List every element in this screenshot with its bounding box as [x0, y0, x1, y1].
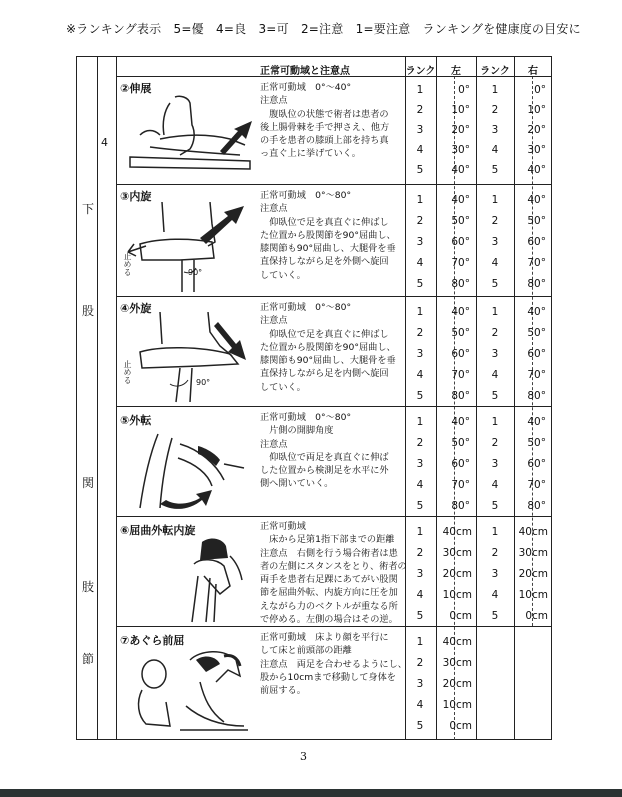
rank-left: 4	[416, 369, 424, 381]
rank-left: 5	[416, 610, 424, 622]
figure-label: 90°	[188, 268, 203, 277]
rank-left: 2	[416, 327, 424, 339]
rank-right: 5	[491, 610, 499, 622]
rank-right: 5	[491, 500, 499, 512]
rank-right: 4	[491, 144, 499, 156]
grid-line	[116, 516, 552, 517]
value-right: 50°	[527, 327, 546, 339]
hip-flexion-abduction-illustration	[180, 536, 255, 624]
cross-legged-forward-bend-illustration	[120, 646, 255, 738]
rank-right: 1	[491, 306, 499, 318]
row-description: 正常可動域 床より顔を平行に して床と前頭部の距離 注意点 両足を合わせるようにし、 股から10cmまで移動して身体を 前屈する。	[260, 632, 407, 697]
header-description: 正常可動域と注意点	[260, 66, 350, 77]
value-left: 60°	[451, 458, 470, 470]
rank-left: 1	[416, 416, 424, 428]
row-title: ③内旋	[120, 190, 152, 203]
value-left: 70°	[451, 257, 470, 269]
grid-line	[116, 184, 552, 185]
rank-right: 2	[491, 327, 499, 339]
rank-right: 5	[491, 164, 499, 176]
rank-right: 4	[491, 369, 499, 381]
header-rank-right: ランク	[480, 66, 510, 77]
rank-left: 1	[416, 194, 424, 206]
rank-right: 4	[491, 479, 499, 491]
value-left: 60°	[451, 236, 470, 248]
value-left: 40cm	[442, 636, 472, 648]
row-title: ⑦あぐら前屈	[120, 634, 185, 647]
value-right: 50°	[527, 215, 546, 227]
category-char: 肢	[82, 580, 95, 594]
figure-label: 止める	[123, 360, 132, 384]
value-left: 40°	[451, 416, 470, 428]
grid-line	[476, 56, 477, 740]
value-left: 30cm	[442, 657, 472, 669]
value-left: 20°	[451, 124, 470, 136]
rank-left: 4	[416, 479, 424, 491]
bottom-bar	[0, 789, 622, 797]
value-right: 0°	[534, 84, 546, 96]
value-left: 70°	[451, 479, 470, 491]
rank-right: 2	[491, 547, 499, 559]
ranking-legend-note: ※ランキング表示 5=優 4=良 3=可 2=注意 1=要注意 ランキングを健康度の目安に	[66, 22, 581, 36]
value-right: 40°	[527, 306, 546, 318]
rank-right: 4	[491, 257, 499, 269]
row-title: ④外旋	[120, 302, 152, 315]
rank-left: 3	[416, 458, 424, 470]
category-char: 股	[82, 304, 95, 318]
rank-right: 3	[491, 124, 499, 136]
rank-right: 2	[491, 104, 499, 116]
value-right: 30cm	[518, 547, 548, 559]
value-right: 0cm	[525, 610, 548, 622]
row-description: 正常可動域 床から足第1指下部までの距離 注意点 右側を行う場合術者は患 者の左側にスタンスをとり、術者の 両手を患者右足踝にあてがい股関 節を屈曲外転、内旋方向に圧を加 えながら力のベクトルが重なる所 で停める。左側の場合はその逆。	[260, 521, 407, 626]
rank-left: 1	[416, 306, 424, 318]
rank-left: 5	[416, 500, 424, 512]
rank-left: 4	[416, 144, 424, 156]
value-left: 0°	[458, 84, 470, 96]
header-rank-left: ランク	[405, 66, 436, 77]
value-left: 30°	[451, 144, 470, 156]
value-left: 60°	[451, 348, 470, 360]
header-left: 左	[451, 66, 461, 77]
rank-right: 4	[491, 589, 499, 601]
rank-right: 3	[491, 458, 499, 470]
rank-right: 2	[491, 437, 499, 449]
hip-abduction-illustration	[120, 424, 255, 514]
value-right: 60°	[527, 348, 546, 360]
value-left: 30cm	[442, 547, 472, 559]
value-right: 20°	[527, 124, 546, 136]
rank-left: 2	[416, 215, 424, 227]
value-left: 20cm	[442, 568, 472, 580]
row-title: ⑥屈曲外転内旋	[120, 524, 196, 537]
value-left: 10°	[451, 104, 470, 116]
rank-left: 2	[416, 657, 424, 669]
row-title: ②伸展	[120, 82, 152, 95]
rank-right: 3	[491, 348, 499, 360]
value-right: 70°	[527, 479, 546, 491]
rank-right: 1	[491, 416, 499, 428]
grid-line	[116, 406, 552, 407]
value-left: 0cm	[449, 610, 472, 622]
category-char: 関	[82, 476, 95, 490]
rank-right: 5	[491, 278, 499, 290]
rank-right: 1	[491, 84, 499, 96]
rank-left: 2	[416, 547, 424, 559]
value-left: 10cm	[442, 699, 472, 711]
rank-left: 3	[416, 568, 424, 580]
value-left: 50°	[451, 327, 470, 339]
figure-label: 90°	[196, 378, 211, 387]
value-right: 10°	[527, 104, 546, 116]
rank-left: 3	[416, 124, 424, 136]
value-right: 60°	[527, 458, 546, 470]
category-char: 下	[82, 202, 95, 216]
rank-left: 3	[416, 348, 424, 360]
page-number: 3	[300, 750, 307, 763]
value-right: 70°	[527, 369, 546, 381]
rank-right: 3	[491, 236, 499, 248]
value-left: 10cm	[442, 589, 472, 601]
value-left: 50°	[451, 437, 470, 449]
rank-left: 1	[416, 84, 424, 96]
value-right: 40°	[527, 416, 546, 428]
row-description: 正常可動域 0°〜80° 注意点 仰臥位で足を真直ぐに伸ばし た位置から股関節を90°屈曲し、 膝関節も90°屈曲し、大腿骨を垂 直保持しながら足を外側へ旋回 していく。	[260, 190, 396, 281]
row-title: ⑤外転	[120, 414, 152, 427]
grid-line	[116, 296, 552, 297]
rank-left: 3	[416, 236, 424, 248]
value-left: 80°	[451, 500, 470, 512]
value-left: 50°	[451, 215, 470, 227]
rank-right: 2	[491, 215, 499, 227]
value-left: 40°	[451, 164, 470, 176]
rank-right: 3	[491, 568, 499, 580]
value-right: 50°	[527, 437, 546, 449]
value-right: 40cm	[518, 526, 548, 538]
rank-left: 5	[416, 278, 424, 290]
rank-left: 3	[416, 678, 424, 690]
value-right: 80°	[527, 278, 546, 290]
value-left: 40cm	[442, 526, 472, 538]
value-left: 40°	[451, 306, 470, 318]
rank-left: 4	[416, 699, 424, 711]
category-char: 節	[82, 652, 95, 666]
sub-label: 4	[101, 136, 108, 149]
value-right: 30°	[527, 144, 546, 156]
value-left: 80°	[451, 278, 470, 290]
rank-right: 1	[491, 194, 499, 206]
value-right: 40°	[527, 164, 546, 176]
rank-left: 5	[416, 390, 424, 402]
value-right: 80°	[527, 500, 546, 512]
hip-internal-rotation-illustration	[120, 202, 255, 294]
value-left: 80°	[451, 390, 470, 402]
grid-line	[116, 56, 117, 740]
row-description: 正常可動域 0°〜40° 注意点 腹臥位の状態で術者は患者の 後上腸骨棘を手で押さえ、他方 の手を患者の膝頭上部を持ち真 っ直ぐ上に挙げていく。	[260, 82, 390, 160]
value-right: 10cm	[518, 589, 548, 601]
value-right: 80°	[527, 390, 546, 402]
header-right: 右	[528, 66, 538, 77]
value-right: 70°	[527, 257, 546, 269]
value-right: 40°	[527, 194, 546, 206]
rank-left: 4	[416, 589, 424, 601]
rank-right: 5	[491, 390, 499, 402]
rank-left: 5	[416, 720, 424, 732]
figure-label: 止める	[123, 252, 132, 276]
hip-extension-illustration	[120, 95, 255, 181]
rank-left: 1	[416, 636, 424, 648]
grid-line	[97, 56, 98, 740]
rank-left: 5	[416, 164, 424, 176]
row-description: 正常可動域 0°〜80° 片側の開脚角度 注意点 仰臥位で両足を真直ぐに伸ば した位置から検測足を水平に外 側へ開いていく。	[260, 412, 389, 490]
value-left: 70°	[451, 369, 470, 381]
value-right: 60°	[527, 236, 546, 248]
row-description: 正常可動域 0°〜80° 注意点 仰臥位で足を真直ぐに伸ばし た位置から股関節を90°屈曲し、 膝関節も90°屈曲し、大腿骨を垂 直保持しながら足を内側へ旋回 していく。	[260, 302, 396, 393]
rank-left: 2	[416, 104, 424, 116]
rank-left: 1	[416, 526, 424, 538]
value-left: 20cm	[442, 678, 472, 690]
value-right: 20cm	[518, 568, 548, 580]
hip-external-rotation-illustration	[120, 312, 255, 404]
rank-left: 4	[416, 257, 424, 269]
value-left: 40°	[451, 194, 470, 206]
value-left: 0cm	[449, 720, 472, 732]
rank-left: 2	[416, 437, 424, 449]
rank-right: 1	[491, 526, 499, 538]
